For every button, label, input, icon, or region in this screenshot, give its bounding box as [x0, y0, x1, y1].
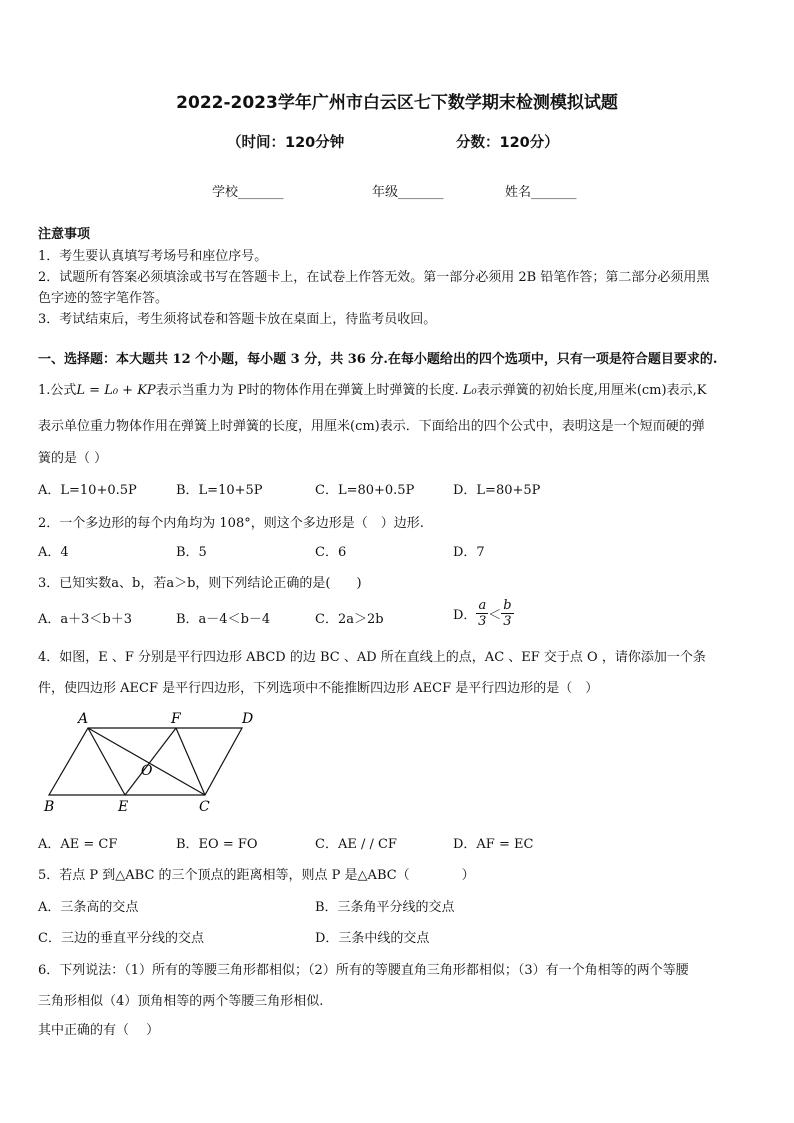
q5-option-d: D．三条中线的交点 — [315, 931, 430, 946]
note-item: 2．试题所有答案必须填涂或书写在答题卡上，在试卷上作答无效。第一部分必须用 2B 铅笔作答；第二部分必须用黑 — [38, 270, 710, 285]
exam-time: （时间：120分钟 — [227, 135, 345, 151]
section-heading: 一、选择题：本大题共 12 个小题，每小题 3 分，共 36 分.在每小题给出的四个选项中，只有一项是符合题目要求的. — [38, 352, 718, 367]
note-item: 3．考试结束后，考生须将试卷和答题卡放在桌面上，待监考员收回。 — [38, 312, 437, 327]
q4-option-b: B．EO = FO — [176, 837, 258, 852]
label-b: B — [44, 799, 55, 815]
q3-option-b: B．a－4＜b－4 — [176, 612, 271, 627]
note-item: 1．考生要认真填写考场号和座位序号。 — [38, 249, 268, 264]
question-1-line-2: 表示单位重力物体作用在弹簧上时弹簧的长度，用厘米(cm)表示．下面给出的四个公式中，表明这是一个短而硬的弹 — [38, 419, 705, 434]
question-6-line-3: 其中正确的有（ ） — [38, 1023, 160, 1038]
q3-option-c: C．2a＞2b — [315, 612, 384, 627]
question-3: 3．已知实数a、b，若a＞b，则下列结论正确的是( ) — [38, 576, 362, 591]
question-1-line-3: 簧的是（ ） — [38, 451, 108, 466]
label-c: C — [199, 799, 210, 815]
page-title: 2022-2023学年广州市白云区七下数学期末检测模拟试题 — [176, 93, 618, 113]
fraction-a-over-3: $\frac{a}{3}$ — [478, 598, 487, 629]
question-4-line-2: 件，使四边形 AECF 是平行四边形，下列选项中不能推断四边形 AECF 是平行四边形的是（ ） — [38, 681, 599, 696]
q3-option-a: A．a＋3＜b＋3 — [38, 612, 133, 627]
diagonal-ac — [88, 728, 205, 795]
segment-fc — [176, 728, 205, 795]
label-a: A — [78, 711, 89, 727]
exam-score: 分数：120分） — [456, 135, 559, 151]
q5-option-a: A．三条高的交点 — [38, 900, 139, 915]
q4-option-c: C．AE / / CF — [315, 837, 397, 852]
grade-field: 年级_______ — [372, 185, 444, 200]
q5-option-c: C．三边的垂直平分线的交点 — [38, 931, 204, 946]
q2-option-b: B．5 — [176, 545, 207, 560]
label-f: F — [171, 711, 181, 727]
notes-heading: 注意事项 — [38, 227, 91, 242]
question-4-line-1: 4．如图，E 、F 分别是平行四边形 ABCD 的边 BC 、AD 所在直线上的点，AC 、EF 交于点 O ，请你添加一个条 — [38, 650, 706, 665]
label-o: O — [141, 763, 153, 779]
question-6-line-1: 6．下列说法：（1）所有的等腰三角形都相似；（2）所有的等腰直角三角形都相似；（3）有一个角相等的两个等腰 — [38, 963, 689, 978]
label-e: E — [118, 799, 129, 815]
formula: L = L₀ + KP — [76, 383, 156, 398]
school-field: 学校_______ — [212, 185, 284, 200]
label-d: D — [242, 711, 254, 727]
q4-option-d: D．AF = EC — [453, 837, 534, 852]
fraction-b-over-3: $\frac{b}{3}$ — [503, 598, 512, 629]
q1-option-a: A．L=10+0.5P — [38, 483, 137, 498]
question-1-line-1: 1.公式L = L₀ + KP表示当重力为 P时的物体作用在弹簧上时弹簧的长度. L₀表示弹簧的初始长度,用厘米(cm)表示,K — [38, 383, 707, 398]
segment-fe — [125, 728, 176, 795]
q2-option-d: D．7 — [453, 545, 485, 560]
q1-option-d: D．L=80+5P — [453, 483, 541, 498]
q4-option-a: A．AE = CF — [38, 837, 118, 852]
q1-option-b: B．L=10+5P — [176, 483, 263, 498]
note-item: 色字迹的签字笔作答。 — [38, 291, 169, 306]
question-2: 2．一个多边形的每个内角均为 108°，则这个多边形是（ ）边形. — [38, 516, 424, 531]
q2-option-a: A．4 — [38, 545, 69, 560]
q2-option-c: C．6 — [315, 545, 347, 560]
question-5: 5．若点 P 到△ABC 的三个顶点的距离相等，则点 P 是△ABC（ ） — [38, 868, 475, 883]
parallelogram-figure — [38, 703, 268, 815]
q1-option-c: C．L=80+0.5P — [315, 483, 415, 498]
q3-option-d: D． $\frac{a}{3}$ ＜ $\frac{b}{3}$ — [453, 598, 512, 629]
q5-option-b: B．三条角平分线的交点 — [315, 900, 455, 915]
name-field: 姓名_______ — [505, 185, 577, 200]
question-6-line-2: 三角形相似（4）顶角相等的两个等腰三角形相似. — [38, 994, 324, 1009]
